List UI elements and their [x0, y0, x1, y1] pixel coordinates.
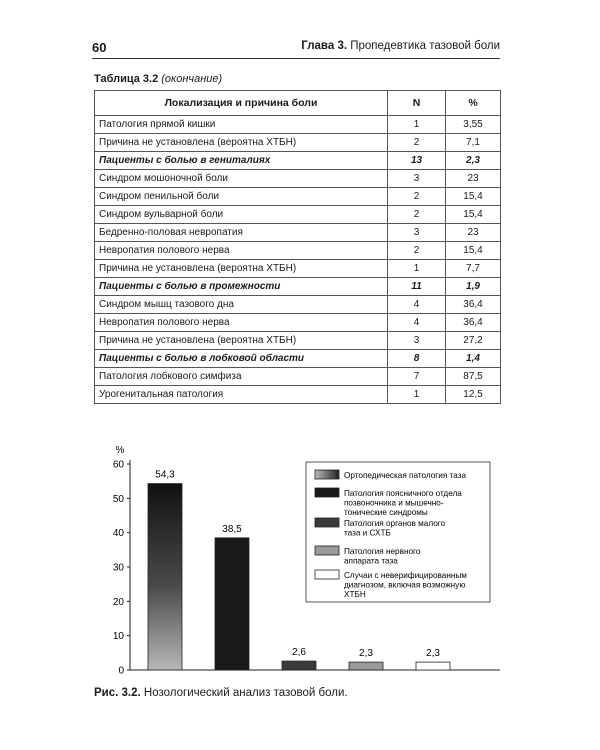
- y-axis-label: %: [115, 445, 125, 456]
- table-caption-label: Таблица 3.2: [94, 73, 159, 85]
- chapter-label: Глава 3.: [301, 40, 348, 52]
- bar: [282, 661, 316, 670]
- bar: [215, 538, 249, 670]
- cell-label: Синдром мышц тазового дна: [95, 296, 388, 314]
- cell-count: 3: [388, 170, 446, 188]
- cell-label: Причина не установлена (вероятна ХТБН): [95, 260, 388, 278]
- cell-label: Невропатия полового нерва: [95, 314, 388, 332]
- cell-label: Причина не установлена (вероятна ХТБН): [95, 134, 388, 152]
- cell-percent: 36,4: [446, 296, 501, 314]
- bar-value-label: 54,3: [155, 469, 175, 481]
- column-header: N: [388, 91, 446, 116]
- legend-label: аппарата таза: [344, 556, 398, 566]
- legend-label: таза и СХТБ: [344, 528, 391, 538]
- legend-label: Патология нервного: [344, 547, 421, 556]
- y-tick-label: 0: [118, 665, 124, 677]
- cell-label: Синдром пенильной боли: [95, 188, 388, 206]
- cell-percent: 27,2: [446, 332, 501, 350]
- cell-label: Невропатия полового нерва: [95, 242, 388, 260]
- cell-label: Синдром вульварной боли: [95, 206, 388, 224]
- table-caption-note: (окончание): [161, 73, 223, 85]
- cell-percent: 15,4: [446, 188, 501, 206]
- cell-count: 1: [388, 260, 446, 278]
- y-tick-label: 10: [112, 631, 124, 643]
- legend-swatch: [315, 570, 339, 579]
- y-tick-label: 40: [112, 528, 124, 540]
- cell-percent: 15,4: [446, 242, 501, 260]
- cell-percent: 23: [446, 170, 501, 188]
- cell-percent: 36,4: [446, 314, 501, 332]
- y-tick-label: 60: [112, 459, 124, 471]
- legend-swatch: [315, 470, 339, 479]
- cell-count: 1: [388, 116, 446, 134]
- cell-count: 3: [388, 332, 446, 350]
- cell-count: 2: [388, 242, 446, 260]
- y-tick-label: 30: [112, 562, 124, 574]
- cell-percent: 15,4: [446, 206, 501, 224]
- legend-label: позвоночника и мышечно-: [344, 498, 444, 508]
- chapter-name: Пропедевтика тазовой боли: [350, 40, 500, 52]
- cell-percent: 7,7: [446, 260, 501, 278]
- bar-value-label: 2,3: [426, 648, 440, 660]
- cell-label: Синдром мошоночной боли: [95, 170, 388, 188]
- page-number: 60: [92, 40, 107, 55]
- cell-label: Пациенты с болью в гениталиях: [95, 152, 388, 170]
- legend-label: диагнозом, включая возможную: [344, 580, 466, 590]
- cell-label: Урогенитальная патология: [95, 386, 388, 404]
- cell-count: 1: [388, 386, 446, 404]
- cell-percent: 23: [446, 224, 501, 242]
- legend-label: ХТБН: [344, 590, 366, 599]
- bar: [416, 662, 450, 670]
- legend-label: Патология поясничного отдела: [344, 489, 462, 498]
- cell-count: 8: [388, 350, 446, 368]
- cell-count: 2: [388, 206, 446, 224]
- bar-value-label: 2,3: [359, 648, 373, 660]
- cell-label: Патология лобкового симфиза: [95, 368, 388, 386]
- bar-value-label: 38,5: [222, 523, 242, 535]
- legend-swatch: [315, 488, 339, 497]
- y-tick-label: 50: [112, 493, 124, 505]
- bar: [148, 484, 182, 670]
- legend-label: тонические синдромы: [344, 508, 428, 517]
- legend-label: Случаи с неверифицированным: [344, 571, 467, 580]
- legend-label: Патология органов малого: [344, 519, 446, 528]
- cell-label: Причина не установлена (вероятна ХТБН): [95, 332, 388, 350]
- cell-count: 13: [388, 152, 446, 170]
- cell-count: 4: [388, 314, 446, 332]
- cell-count: 2: [388, 134, 446, 152]
- column-header: Локализация и причина боли: [95, 91, 388, 116]
- bar: [349, 662, 383, 670]
- cell-percent: 7,1: [446, 134, 501, 152]
- cell-percent: 12,5: [446, 386, 501, 404]
- cell-label: Патология прямой кишки: [95, 116, 388, 134]
- figure-caption: [94, 687, 348, 699]
- cell-label: Пациенты с болью в промежности: [95, 278, 388, 296]
- column-header: %: [446, 91, 501, 116]
- legend-swatch: [315, 518, 339, 527]
- figure-caption-label: Рис. 3.2.: [94, 687, 141, 699]
- bar-value-label: 2,6: [292, 647, 306, 659]
- cell-label: Бедренно-половая невропатия: [95, 224, 388, 242]
- cell-label: Пациенты с болью в лобковой области: [95, 350, 388, 368]
- cell-percent: 1,9: [446, 278, 501, 296]
- cell-count: 4: [388, 296, 446, 314]
- cell-percent: 2,3: [446, 152, 501, 170]
- y-tick-label: 20: [112, 596, 124, 608]
- cell-count: 2: [388, 188, 446, 206]
- legend-label: Ортопедическая патология таза: [344, 471, 467, 480]
- figure-caption-text: Нозологический анализ тазовой боли.: [143, 687, 348, 699]
- cell-count: 3: [388, 224, 446, 242]
- cell-count: 11: [388, 278, 446, 296]
- cell-count: 7: [388, 368, 446, 386]
- cell-percent: 1,4: [446, 350, 501, 368]
- cell-percent: 3,55: [446, 116, 501, 134]
- cell-percent: 87,5: [446, 368, 501, 386]
- legend-swatch: [315, 546, 339, 555]
